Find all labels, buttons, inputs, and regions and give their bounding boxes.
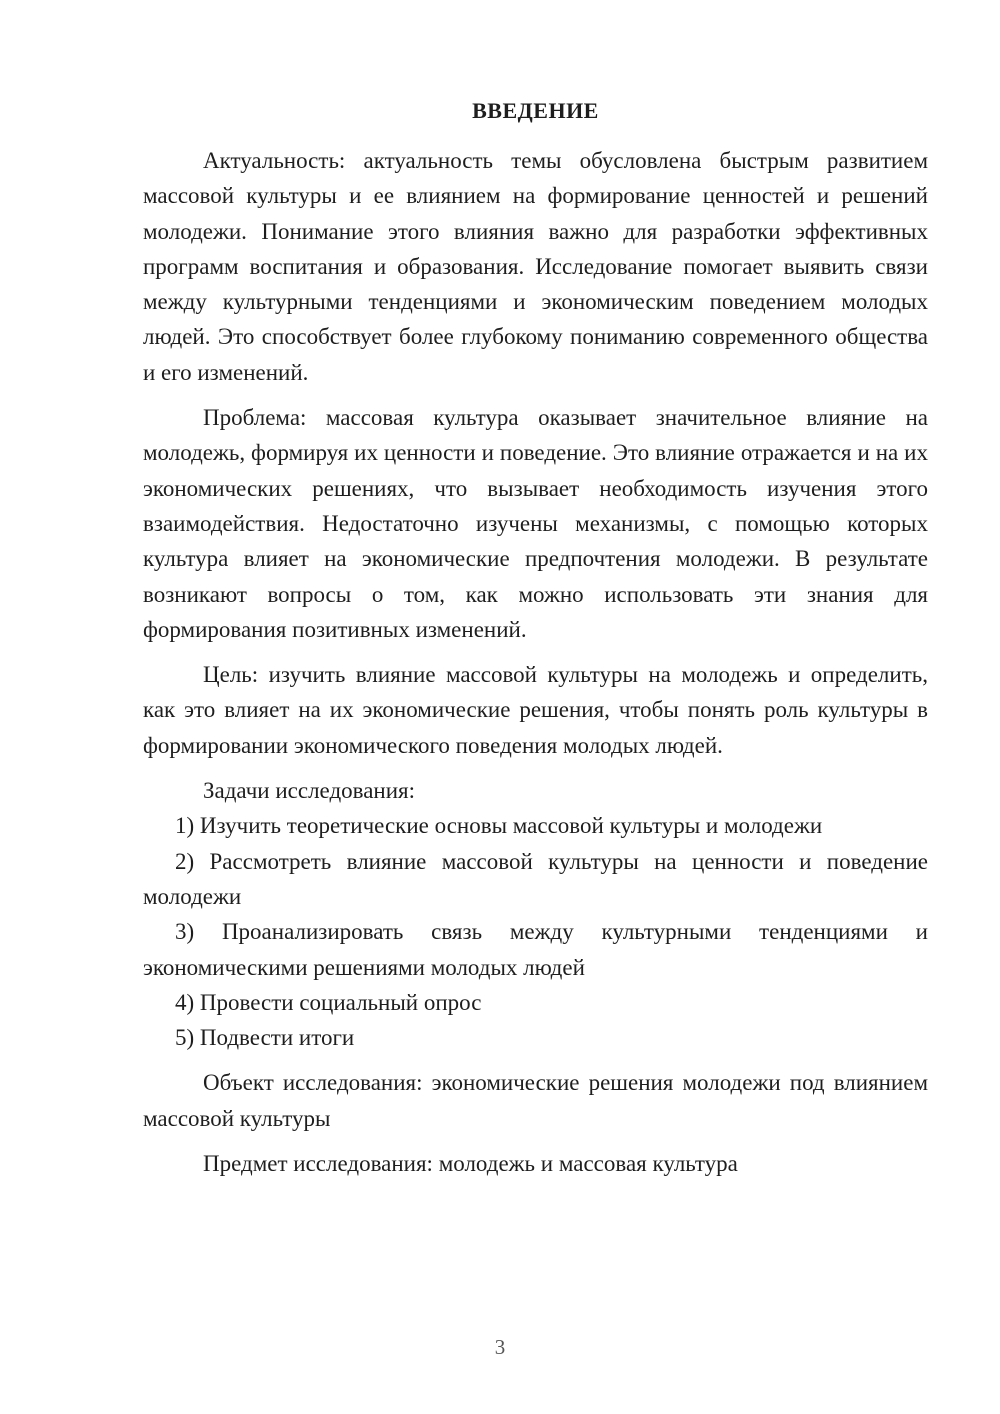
task-item: 4) Провести социальный опрос [175, 989, 482, 1015]
task-item: 1) Изучить теоретические основы массовой культуры и молодежи [175, 813, 823, 839]
task-item: 3) Проанализировать связь между культурными тенденциями и экономическими решениями молодых людей [143, 919, 928, 980]
page-number: 3 [494, 1335, 506, 1359]
tasks-heading: Задачи исследования: [203, 778, 416, 804]
research-object: Объект исследования: экономические решения молодежи под влиянием массовой культуры [143, 1070, 928, 1131]
research-subject: Предмет исследования: молодежь и массовая культура [203, 1151, 738, 1177]
task-item: 2) Рассмотреть влияние массовой культуры на ценности и поведение молодежи [143, 848, 928, 909]
paragraph-relevance: Актуальность: актуальность темы обусловлена быстрым развитием массовой культуры и ее влиянием на формирование ценностей и решений молодежи. Понимание этого влияния важно для разработки эффективных программ воспитания и образования. Исследование помогает выявить связи между культурными тенденциями и экономическим поведением молодых людей. Это способствует более глубокому пониманию современного общества и его изменений. [143, 148, 928, 385]
document-body [143, 143, 928, 1181]
page-title: ВВЕДЕНИЕ [472, 98, 599, 123]
task-item: 5) Подвести итоги [175, 1025, 355, 1051]
paragraph-goal: Цель: изучить влияние массовой культуры на молодежь и определить, как это влияет на их экономические решения, чтобы понять роль культуры в формировании экономического поведения молодых людей. [143, 662, 928, 758]
paragraph-problem: Проблема: массовая культура оказывает значительное влияние на молодежь, формируя их ценности и поведение. Это влияние отражается и на их экономических решениях, что вызывает необходимость изучения этого взаимодействия. Недостаточно изучены механизмы, с помощью которых культура влияет на экономические предпочтения молодежи. В результате возникают вопросы о том, как можно использовать эти знания для формирования позитивных изменений. [143, 405, 928, 642]
